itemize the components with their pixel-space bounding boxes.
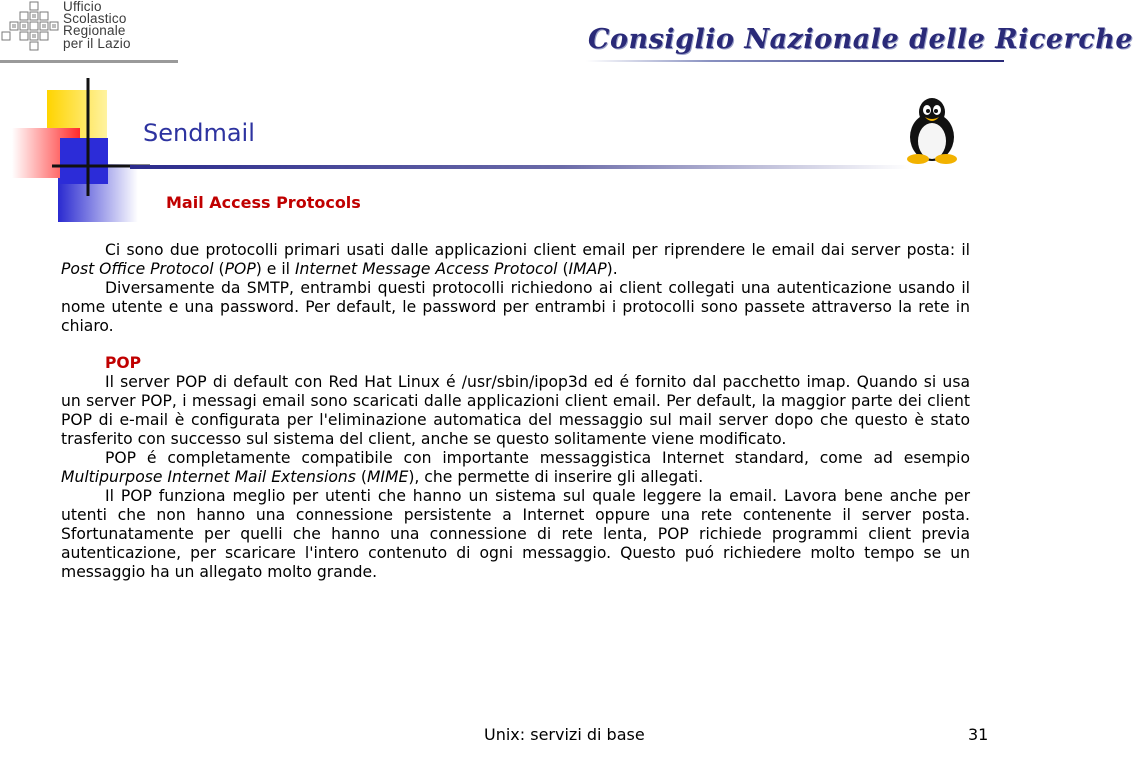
paragraph-authentication: Diversamente da SMTP, entrambi questi protocolli richiedono ai client collegati una autenticazione usando il nome utente e una password. Per default, le password per entrambi i protocolli sono passete attraverso la rete in chiaro. [61,279,970,335]
paragraph-pop-usage: Il POP funziona meglio per utenti che hanno un sistema sul quale leggere la email. Lavora bene anche per utenti che non hanno una connessione persistente a Internet oppure una rete contenente il server posta. Sfortunatamente per quelli che hanno una connessione di rete lenta, POP richiede programmi client previa autenticazione, per scaricare l'intero contenuto di ogni messaggio. Questo puó richiedere molto tempo se un messaggio ha un allegato molto grande. [61,487,970,581]
usr-logo-line-3: Regionale [63,23,126,39]
usr-logo-line-1: Ufficio [63,0,102,14]
term-mime-full: Multipurpose Internet Mail Extensions [61,468,356,486]
paragraph-protocols-intro [61,241,970,279]
term-pop: POP [224,260,256,278]
text-run: Ci sono due protocolli primari usati dalle applicazioni client email per riprendere le email dai server posta: il [105,241,970,259]
usr-logo-underline [0,60,178,63]
usr-logo-line-4: per il Lazio [63,35,131,51]
decorative-squares-icon [0,76,150,226]
paragraph-pop-mime [61,449,970,487]
page-number: 31 [968,725,989,744]
title-underline [130,165,910,169]
slide-subtitle: Mail Access Protocols [166,193,361,212]
text-run: ( [355,468,367,486]
term-pop-full: Post Office Protocol [61,260,214,278]
usr-lazio-logo [0,0,178,64]
cnr-logo: Consiglio Nazionale delle Ricerche [588,24,1133,55]
footer-title: Unix: servizi di base [484,725,645,744]
text-run: ) e il [255,260,295,278]
text-run: ), che permette di inserire gli allegati. [408,468,704,486]
slide-title: Sendmail [143,119,255,147]
tux-penguin-icon [898,95,966,165]
term-imap: IMAP [568,260,607,278]
text-run: ( [213,260,225,278]
section-heading-pop: POP [105,354,142,372]
term-imap-full: Internet Message Access Protocol [294,260,558,278]
slide-body [61,241,970,582]
spacer [61,336,970,354]
text-run: ( [557,260,569,278]
text-run: POP é completamente compatibile con importante messaggistica Internet standard, come ad esempio [105,449,970,467]
text-run: ). [606,260,618,278]
paragraph-pop-server: Il server POP di default con Red Hat Linux é /usr/sbin/ipop3d ed é fornito dal pacchetto imap. Quando si usa un server POP, i messagi email sono scaricati dalle applicazioni client email. Per default, la maggior parte dei client POP di e-mail è configurata per l'eliminazione automatica del messaggio sul mail server dopo che questo è stato trasferito con successo sul sistema del client, anche se questo solitamente viene modificato. [61,373,970,448]
usr-logo-mosaic-icon [0,0,62,60]
usr-logo-line-2: Scolastico [63,11,127,27]
cnr-logo-underline [586,60,1004,62]
term-mime: MIME [366,468,409,486]
